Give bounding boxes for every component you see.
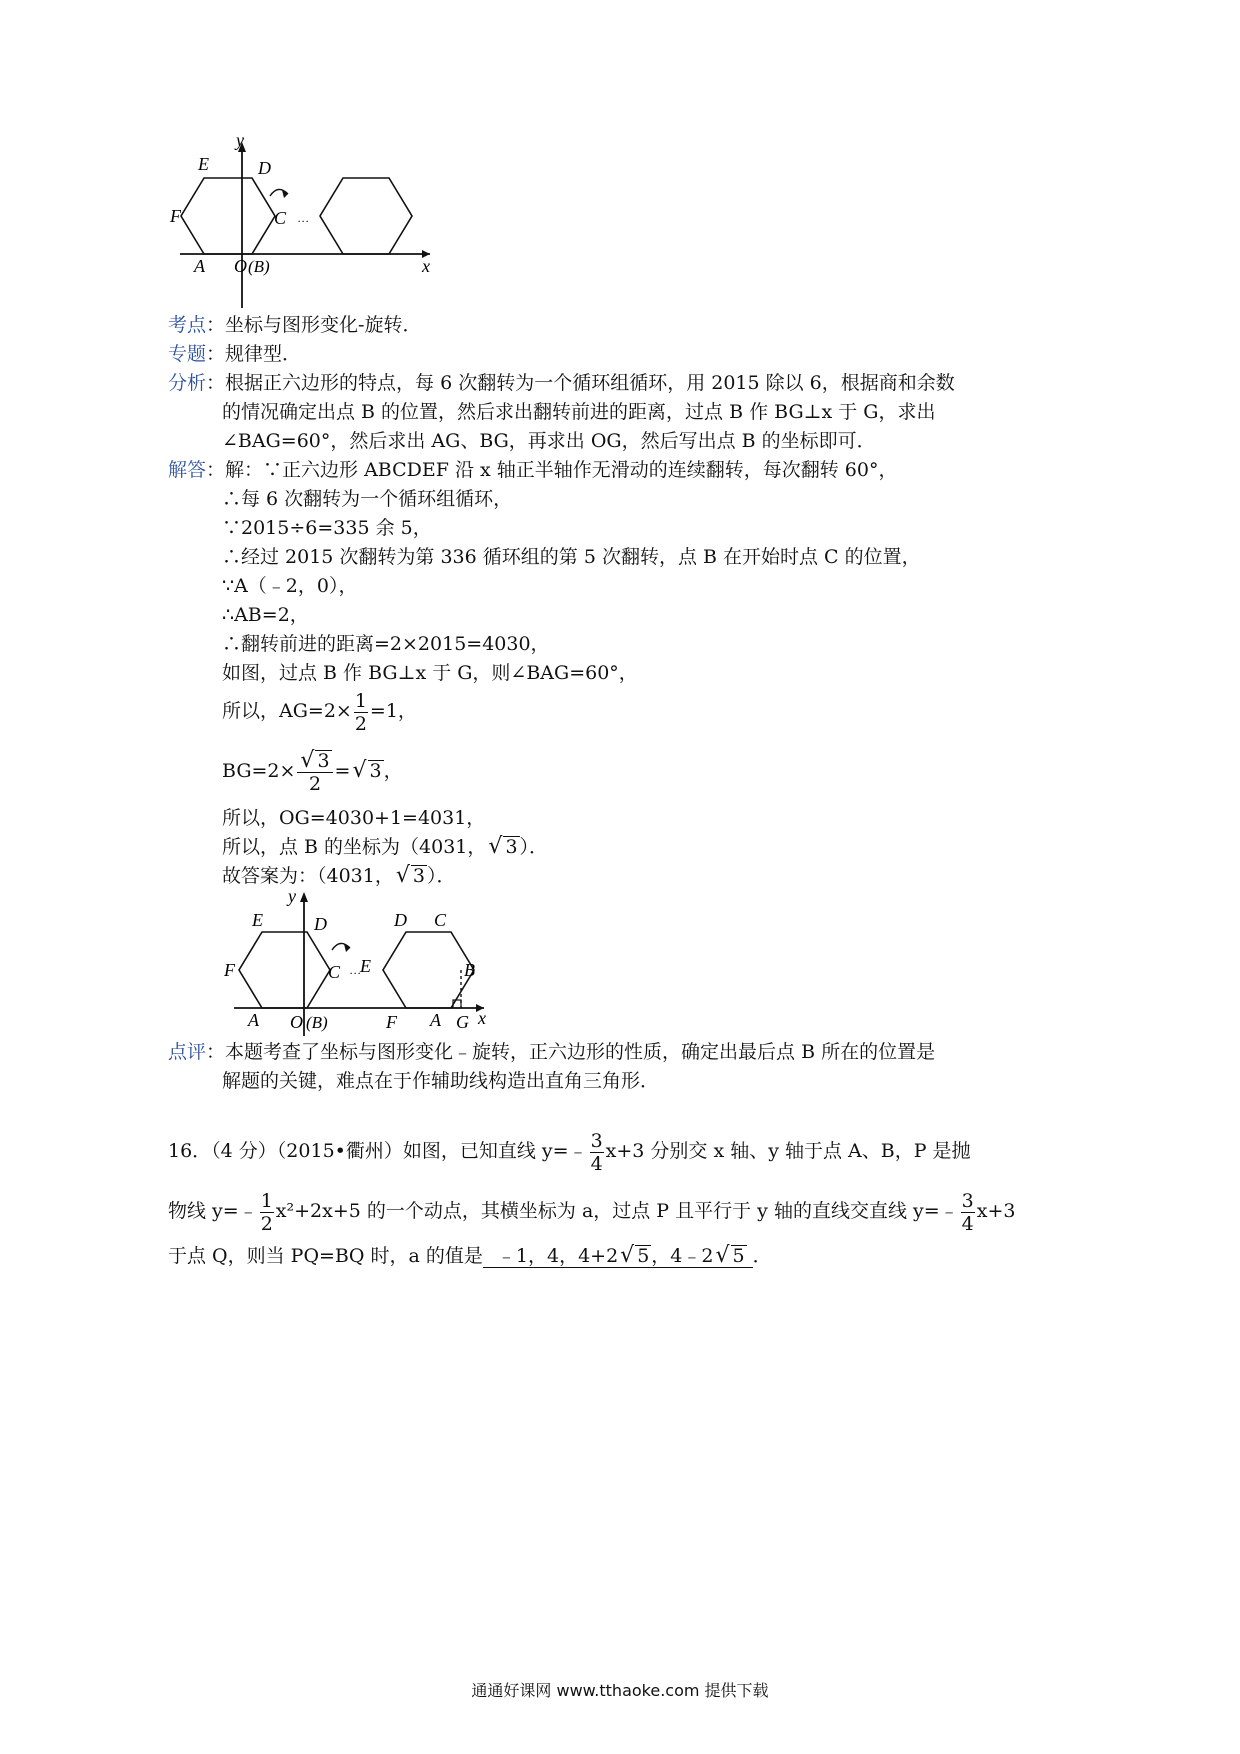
coord-post: ）． <box>519 836 549 858</box>
q16-l2-pre: 物线 y=﹣ <box>168 1200 258 1222</box>
label-y: y <box>288 888 296 906</box>
dianping-text-1: 本题考查了坐标与图形变化﹣旋转，正六边形的性质，确定出最后点 B 所在的位置是 <box>225 1041 936 1063</box>
q16-line-3 <box>168 1242 772 1270</box>
q16-l2-post: x+3 <box>976 1200 1016 1222</box>
label-d: D <box>258 158 271 178</box>
bottom-hexagon-figure <box>218 888 498 1038</box>
jieda-line-2: ∴每 6 次翻转为一个循环组循环， <box>222 488 513 510</box>
zhuanti-sep: ： <box>206 343 226 365</box>
q16-frac-2 <box>260 1190 274 1235</box>
jieda-label: 解答 <box>168 459 207 481</box>
ag-post: =1， <box>369 700 417 722</box>
dianping-label: 点评 <box>168 1041 207 1063</box>
jieda-line-5: ∵A（﹣2，0）， <box>222 575 358 597</box>
fenxi-line-3: ∠BAG=60°，然后求出 AG、BG，再求出 OG，然后写出点 B 的坐标即可． <box>222 430 876 452</box>
q16-line-2 <box>168 1186 1015 1236</box>
ag-fraction <box>354 690 368 735</box>
bg-den: 2 <box>308 772 322 795</box>
q16-l2-num: 1 <box>260 1189 273 1212</box>
q16-frac-3 <box>961 1190 975 1235</box>
y-axis-arrow <box>300 892 308 902</box>
q16-l2-mid: x²+2x+5 的一个动点，其横坐标为 a，过点 P 且平行于 y 轴的直线交直线 y=﹣ <box>275 1200 959 1222</box>
label-b: (B) <box>248 257 270 276</box>
bg-num-radicand: 3 <box>317 749 330 772</box>
sqrt-sign-icon: √ <box>715 1243 730 1268</box>
q16-l2-num2: 3 <box>961 1189 974 1212</box>
bg-pre: BG=2× <box>222 760 296 782</box>
label-e: E <box>252 910 263 930</box>
q16-answer-blank <box>483 1245 753 1268</box>
coord-rad: 3 <box>505 836 518 858</box>
q16-ans-b: ，4﹣2 <box>651 1245 714 1267</box>
kaodian-label: 考点 <box>168 314 207 336</box>
jieda-answer-line <box>222 862 456 890</box>
jieda-text-1: 解：∵正六边形 ABCDEF 沿 x 轴正半轴作无滑动的连续翻转，每次翻转 60°， <box>225 459 898 481</box>
jieda-coord-line <box>222 833 548 861</box>
label-dots: … <box>350 963 361 977</box>
jieda-ag-line <box>222 686 417 736</box>
label-d2: D <box>394 910 407 930</box>
q16-ans-r2: 5 <box>732 1245 745 1267</box>
bg-post: ， <box>383 760 403 782</box>
page-footer: 通通好课网 www.tthaoke.com 提供下载 <box>471 1681 769 1700</box>
fenxi-label: 分析 <box>168 372 207 394</box>
jieda-line-3: ∵2015÷6=335 余 5， <box>222 517 432 539</box>
bg-num <box>297 747 332 773</box>
zhuanti-line <box>168 340 301 368</box>
label-y: y <box>236 130 244 150</box>
fenxi-text-1: 根据正六边形的特点，每 6 次翻转为一个循环组循环，用 2015 除以 6，根据商和余数 <box>225 372 955 394</box>
jieda-line-4: ∴经过 2015 次翻转为第 336 循环组的第 5 次翻转，点 B 在开始时点 C 的位置， <box>222 546 921 568</box>
q16-l1-den: 4 <box>590 1152 603 1175</box>
jieda-line-6: ∴AB=2， <box>222 604 309 626</box>
jieda-bg-line <box>222 746 403 796</box>
sqrt-sign-icon: √ <box>395 863 410 888</box>
kaodian-line <box>168 311 421 339</box>
q16-ans-r1: 5 <box>637 1245 650 1267</box>
bg-fraction <box>297 747 332 795</box>
hexagon-abcdef <box>181 178 275 254</box>
q16-l3-pre: 于点 Q，则当 PQ=BQ 时，a 的值是 <box>168 1245 483 1267</box>
label-f: F <box>224 960 235 980</box>
label-a: A <box>248 1010 259 1030</box>
ag-num: 1 <box>354 689 367 712</box>
kaodian-sep: ： <box>206 314 226 336</box>
coord-pre: 所以，点 B 的坐标为（4031， <box>222 836 487 858</box>
ag-den: 2 <box>354 712 367 735</box>
label-o: O <box>234 256 247 276</box>
dianping-sep: ： <box>206 1041 226 1063</box>
label-b: (B) <box>306 1013 328 1032</box>
label-a: A <box>194 256 205 276</box>
label-dots: … <box>298 211 309 225</box>
label-f: F <box>170 206 181 226</box>
fenxi-sep: ： <box>206 372 226 394</box>
sqrt-sign-icon: √ <box>300 747 315 773</box>
q16-l3-post: ． <box>752 1245 772 1267</box>
jieda-line-8: 如图，过点 B 作 BG⊥x 于 G，则∠BAG=60°， <box>222 662 638 684</box>
zhuanti-text: 规律型． <box>225 343 302 365</box>
kaodian-text: 坐标与图形变化-旋转． <box>225 314 422 336</box>
label-f2: F <box>386 1012 397 1032</box>
jieda-sep: ： <box>206 459 226 481</box>
label-e2: E <box>360 956 371 976</box>
sqrt-sign-icon: √ <box>488 834 503 859</box>
top-figure-svg <box>160 130 460 310</box>
q16-line-1 <box>168 1126 971 1176</box>
label-c2: C <box>434 910 447 930</box>
q16-l1-num: 3 <box>590 1129 603 1152</box>
label-e: E <box>198 154 209 174</box>
q16-frac-1 <box>590 1130 604 1175</box>
answer-post: ）． <box>426 865 456 887</box>
q16-l1-pre: 16．（4 分）（2015•衢州）如图，已知直线 y=﹣ <box>168 1140 588 1162</box>
hexagon-abcdef <box>239 932 330 1008</box>
sqrt-sign-icon: √ <box>352 758 367 783</box>
label-b2: B <box>464 960 475 980</box>
hexagon-right <box>320 178 412 254</box>
label-c: C <box>274 208 287 228</box>
jieda-line-7: ∴翻转前进的距离=2×2015=4030， <box>222 633 550 655</box>
q16-l2-den2: 4 <box>961 1212 974 1235</box>
label-o: O <box>290 1012 303 1032</box>
ag-pre: 所以，AG=2× <box>222 700 352 722</box>
bottom-figure-svg <box>218 888 498 1038</box>
q16-ans-a: ﹣1，4，4+2 <box>496 1245 619 1267</box>
bg-mid: = <box>334 760 351 782</box>
top-hexagon-figure <box>160 130 460 310</box>
label-g: G <box>456 1012 469 1032</box>
label-a2: A <box>430 1010 441 1030</box>
jieda-line-1 <box>168 456 897 484</box>
label-x: x <box>422 256 430 276</box>
q16-l1-post: x+3 分别交 x 轴、y 轴于点 A、B，P 是抛 <box>605 1140 971 1162</box>
q16-l2-den: 2 <box>260 1212 273 1235</box>
label-c: C <box>328 962 341 982</box>
label-d: D <box>314 914 327 934</box>
zhuanti-label: 专题 <box>168 343 207 365</box>
answer-pre: 故答案为：（4031， <box>222 865 394 887</box>
fenxi-line-1 <box>168 369 955 397</box>
dianping-line-1 <box>168 1038 935 1066</box>
sqrt-sign-icon: √ <box>620 1243 635 1268</box>
bg-rad: 3 <box>369 760 382 782</box>
fenxi-line-2: 的情况确定出点 B 的位置，然后求出翻转前进的距离，过点 B 作 BG⊥x 于 G，求出 <box>222 401 936 423</box>
answer-rad: 3 <box>412 865 425 887</box>
dianping-line-2: 解题的关键，难点在于作辅助线构造出直角三角形． <box>222 1070 660 1092</box>
jieda-og-line: 所以，OG=4030+1=4031， <box>222 807 486 829</box>
label-x: x <box>478 1008 486 1028</box>
